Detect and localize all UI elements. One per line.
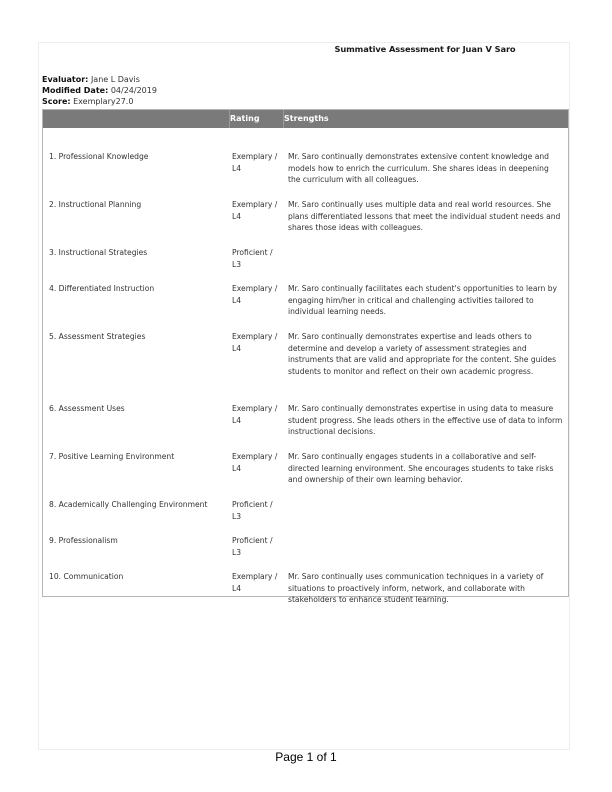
evaluator-label: Evaluator:	[42, 75, 89, 84]
rating-cell: Exemplary / L4	[232, 284, 278, 305]
rating-column-header: Rating	[230, 114, 260, 123]
strengths-cell: Mr. Saro continually demonstrates extensive content knowledge and models how to enrich the curriculum. She shares ideas in deepening the curriculum with all colleagues.	[288, 152, 549, 185]
rating-cell: Exemplary / L4	[232, 572, 278, 593]
strengths-cell: Mr. Saro continually engages students in a collaborative and self-directed learning environment. She encourages students to take risks and ownership of their own learning behavior.	[288, 452, 554, 485]
standard-cell: 4. Differentiated Instruction	[49, 284, 155, 293]
strengths-cell: Mr. Saro continually uses communication techniques in a variety of situations to proactively inform, network, and collaborate with stakeholders to enhance student learning.	[288, 572, 544, 605]
standard-cell: 3. Instructional Strategies	[49, 248, 148, 257]
rating-cell: Proficient / L3	[232, 248, 273, 269]
rating-cell: Exemplary / L4	[232, 332, 278, 353]
page-number: Page 1 of 1	[275, 750, 337, 764]
standard-cell: 2. Instructional Planning	[49, 200, 142, 209]
rating-cell: Proficient / L3	[232, 500, 273, 521]
strengths-cell: Mr. Saro continually uses multiple data and real world resources. She plans differentiated lessons that meet the individual student needs and shares those ideas with colleagues.	[288, 200, 561, 233]
strengths-column-header: Strengths	[284, 114, 329, 123]
standard-cell: 5. Assessment Strategies	[49, 332, 146, 341]
score-label: Score:	[42, 97, 71, 106]
rating-cell: Proficient / L3	[232, 536, 273, 557]
rating-cell: Exemplary / L4	[232, 404, 278, 425]
modified-date-value: 04/24/2019	[110, 86, 157, 95]
strengths-cell: Mr. Saro continually demonstrates expertise in using data to measure student progress. She leads others in the effective use of data to inform instructional decisions.	[288, 404, 563, 437]
modified-date-label: Modified Date:	[42, 86, 109, 95]
score-value: Exemplary27.0	[73, 97, 134, 106]
document-title: Summative Assessment for Juan V Saro	[334, 44, 516, 54]
table-header	[43, 110, 568, 128]
evaluator-value: Jane L Davis	[90, 75, 140, 84]
strengths-cell: Mr. Saro continually facilitates each student's opportunities to learn by engaging him/her in critical and challenging activities tailored to individual learning needs.	[288, 284, 558, 317]
modified-date-line	[42, 85, 157, 96]
standard-cell: 9. Professionalism	[49, 536, 118, 545]
rating-cell: Exemplary / L4	[232, 200, 278, 221]
evaluator-line	[42, 74, 157, 85]
score-line	[42, 96, 157, 107]
assessment-table	[42, 109, 569, 605]
assessment-meta	[42, 74, 157, 107]
standard-cell: 7. Positive Learning Environment	[49, 452, 175, 461]
standard-cell: 10. Communication	[49, 572, 124, 581]
strengths-cell: Mr. Saro continually demonstrates expertise and leads others to determine and develop a variety of assessment strategies and instruments that are valid and appropriate for the content. She guides students to monitor and reflect on their own academic progress.	[288, 332, 557, 376]
rating-cell: Exemplary / L4	[232, 152, 278, 173]
standard-cell: 8. Academically Challenging Environment	[49, 500, 208, 509]
rating-cell: Exemplary / L4	[232, 452, 278, 473]
standard-cell: 6. Assessment Uses	[49, 404, 125, 413]
standard-cell: 1. Professional Knowledge	[49, 152, 149, 161]
